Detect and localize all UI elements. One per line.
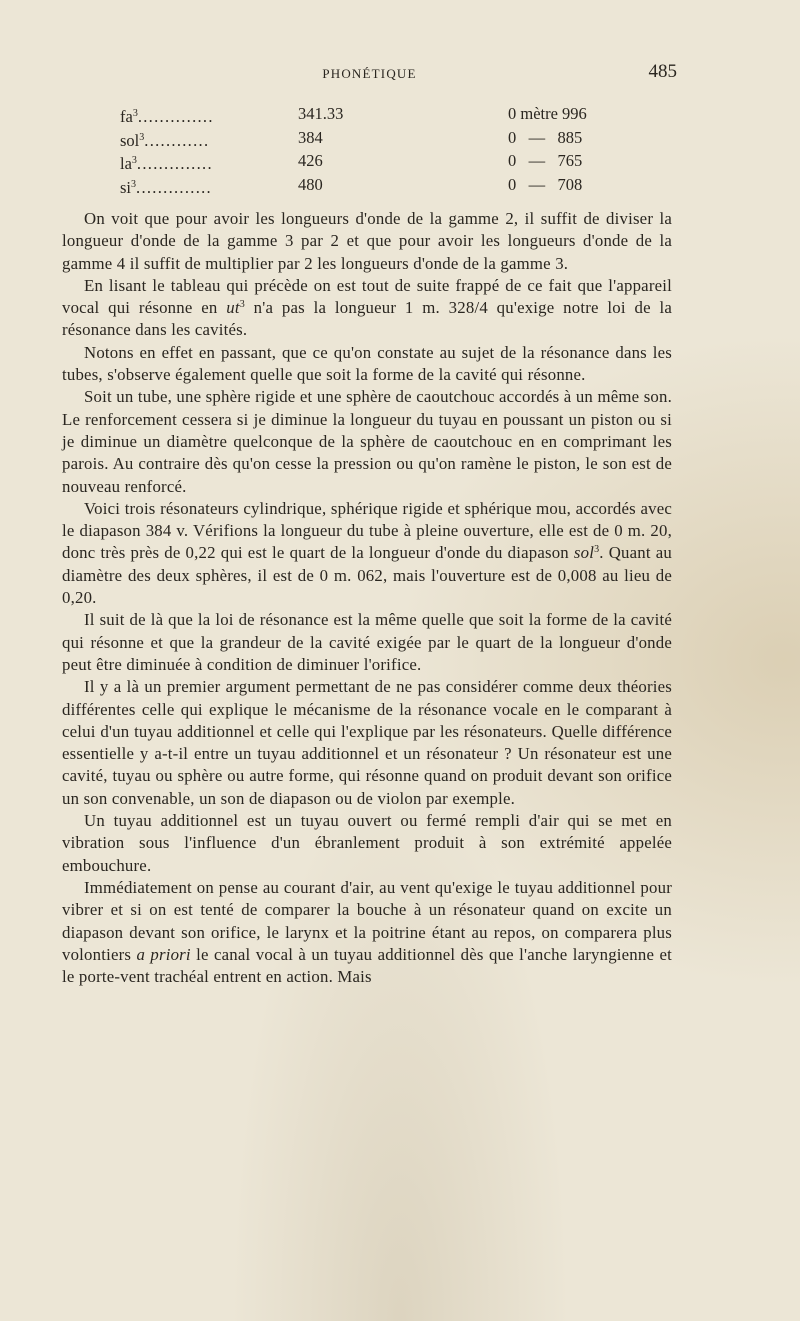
paragraph: Soit un tube, une sphère rigide et une sphère de caoutchouc accordés à un même son. Le renforcement cessera si je diminue la longueur du tuyau en poussant un piston ou si je diminue un diamètre quelconque de la sphère de caoutchouc en en comprimant les parois. Au contraire dès qu'on cesse la pression ou qu'on ramène le piston, le son est de nouveau renforcé.	[62, 387, 672, 496]
note-name: sol$^3$............	[120, 130, 210, 150]
note-name: $fa^3$..............	[120, 107, 214, 126]
wavelength-value: 0 — 708	[508, 174, 583, 194]
wavelength-value: 0 — 765	[508, 151, 583, 170]
paragraph: Un tuyau additionnel est un tuyau ouvert ou fermé rempli d'air qui se met en vibration sous l'influence d'un ébranlement produit à son extrémité appelée embouchure.	[62, 811, 672, 875]
page-header	[62, 61, 677, 85]
frequency-value: 341.33	[298, 104, 344, 123]
frequency-value: 480	[298, 174, 323, 194]
frequency-table	[120, 102, 615, 196]
page-number: 485	[648, 61, 677, 82]
paragraph: Il y a là un premier argument permettant de ne pas considérer comme deux théories différentes celle qui explique le mécanisme de la résonance vocale en le comparant à celui d'un tuyau additionnel et celle qui l'explique par les résonateurs. Quelle différence essentielle y a-t-il entre un tuyau additionnel et un résonateur ? Un résonateur est une cavité, tuyau ou sphère ou autre forme, qui résonne quand on produit devant son orifice un son convenable, un son de diapason ou de violon par exemple.	[62, 677, 672, 808]
paragraph: Il suit de là que la loi de résonance est la même quelle que soit la forme de la cavité qui résonne et que la grandeur de la cavité exigée par le quart de la longueur d'onde peut être diminuée à condition de diminuer l'orifice.	[62, 610, 672, 674]
wavelength-value: 0 mètre 996	[508, 104, 587, 123]
paragraph: On voit que pour avoir les longueurs d'onde de la gamme 2, il suffit de diviser la longueur d'onde de la gamme 3 par 2 et que pour avoir les longueurs d'onde de la gamme 4 il suffit de multiplier par 2 les longueurs d'onde de la gamme 3.	[62, 209, 672, 273]
running-title: PHONÉTIQUE	[322, 66, 417, 81]
paragraph: Voici trois résonateurs cylindrique, sphérique rigide et sphérique mou, accordés avec le diapason 384 v. Vérifions la longueur du tube à pleine ouverture, elle est de 0 m. 20, donc très près de 0,22 qui est le quart de la longueur d'onde du diapason sol$^3$. Quant au diamètre des deux sphères, il est de 0 m. 062, mais l'ouverture est de 0,008 au lieu de 0,20.	[62, 498, 672, 608]
table-row	[120, 102, 615, 126]
table-row	[120, 173, 615, 197]
frequency-value: 384	[298, 127, 323, 147]
table-row	[120, 126, 615, 150]
wavelength-value: 0 — 885	[508, 127, 583, 147]
note-name: $la^3$..............	[120, 154, 213, 173]
note-name: $si^3$..............	[120, 177, 212, 197]
frequency-value: 426	[298, 151, 323, 170]
paragraph: En lisant le tableau qui précède on est tout de suite frappé de ce fait que l'appareil vocal qui résonne en $ut^3$ n'a pas la longueur 1 m. 328/4 qu'exige notre loi de la résonance dans les cavités.	[62, 275, 672, 340]
paragraph: Immédiatement on pense au courant d'air, au vent qu'exige le tuyau additionnel pour vibrer et si on est tenté de comparer la bouche à un résonateur quand on excite un diapason devant son orifice, le larynx et la poitrine étant au repos, on comparera plus volontiers a priori le canal vocal à un tuyau additionnel dès que l'anche laryngienne et le porte-vent trachéal entrent en action. Mais	[62, 877, 672, 987]
body-text	[62, 208, 672, 988]
paragraph: Notons en effet en passant, que ce qu'on constate au sujet de la résonance dans les tubes, s'observe également quelle que soit la forme de la cavité qui résonne.	[62, 342, 672, 385]
table-row	[120, 149, 615, 173]
